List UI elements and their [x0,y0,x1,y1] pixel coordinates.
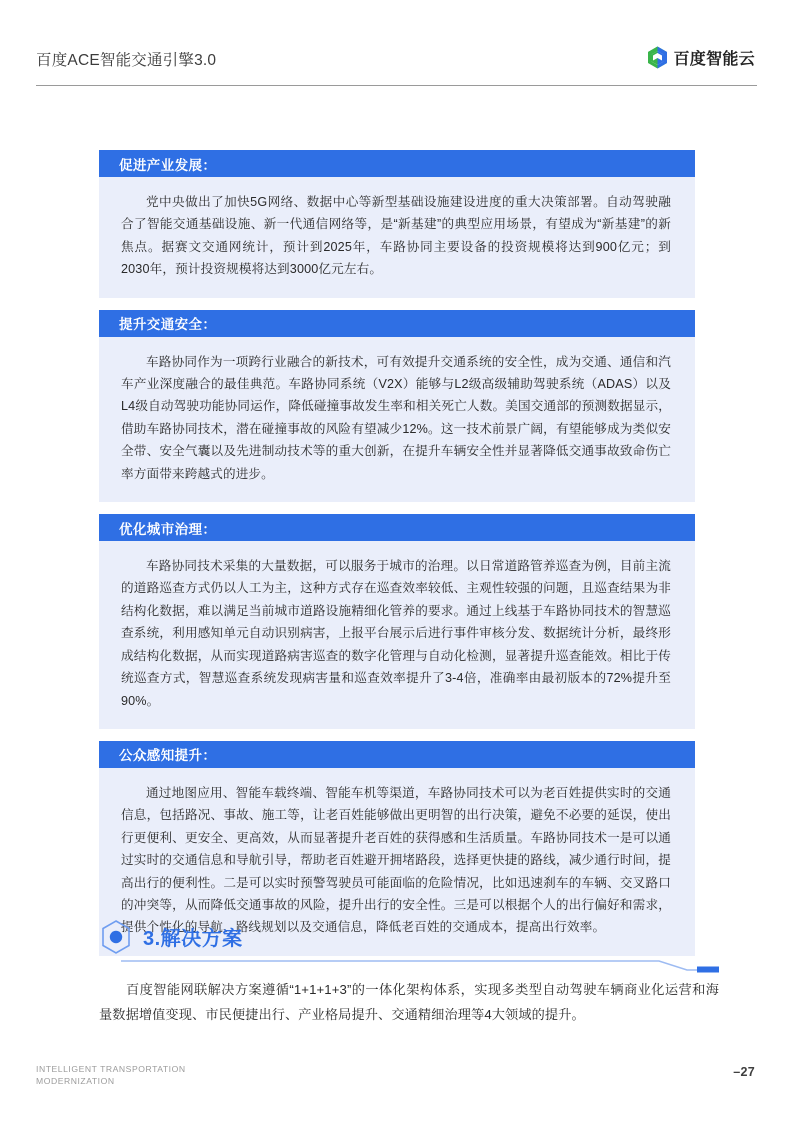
section-paragraph: 百度智能网联解决方案遵循“1+1+1+3”的一体化架构体系，实现多类型自动驾驶车辆商业化运营和海量数据增值变现、市民便捷出行、产业格局提升、交通精细治理等4大领域的提升。 [99,982,719,1022]
page-footer [0,1052,793,1122]
page-number: –27 [733,1065,755,1079]
info-box-body: 党中央做出了加快5G网络、数据中心等新型基础设施建设进度的重大决策部署。自动驾驶融合了智能交通基础设施、新一代通信网络等，是“新基建”的典型应用场景，有望成为“新基建”的新焦点。据赛文交通网统计，预计到2025年，车路协同主要设备的投资规模将达到900亿元；到2030年，预计投资规模将达到3000亿元左右。 [121,195,671,277]
baidu-hexagon-logo-icon [647,46,668,69]
hexagon-dot-icon [99,919,133,955]
info-box-title: 促进产业发展： [119,157,217,173]
page-header [0,0,793,90]
section-heading-row [99,915,719,959]
info-box-title: 优化城市治理： [119,521,217,537]
content-area [99,150,695,968]
info-box-industry-development [99,150,695,298]
brand-logo [647,46,755,69]
info-box-title: 提升交通安全： [119,317,217,333]
info-box-body: 车路协同作为一项跨行业融合的新技术，可有效提升交通系统的安全性，成为交通、通信和汽车产业深度融合的最佳典范。车路协同系统（V2X）能够与L2级高级辅助驾驶系统（ADAS）以及L4级自动驾驶功能协同运作，降低碰撞事故发生率和相关死亡人数。美国交通部的预测数据显示，借助车路协同技术，潜在碰撞事故的风险有望减少12%。这一技术前景广阔，有望能够成为类似安全带、安全气囊以及先进制动技术等的重大创新，在提升车辆安全性并显著降低交通事故致命伤亡率方面带来跨越式的进步。 [121,354,671,481]
header-divider [36,85,757,86]
page-title: 百度ACE智能交通引擎3.0 [36,52,217,69]
info-box-traffic-safety [99,310,695,502]
info-box-header [99,741,695,768]
section-title: 3.解决方案 [143,928,243,950]
footer-brand-line-1: INTELLIGENT TRANSPORTATION [36,1064,186,1074]
section-solutions [99,915,719,1022]
brand-name: 百度智能云 [673,51,755,68]
info-box-body: 通过地图应用、智能车载终端、智能车机等渠道，车路协同技术可以为老百姓提供实时的交通信息，包括路况、事故、施工等，让老百姓能够做出更明智的出行决策，避免不必要的延误，使出行更便利、更安全、更高效，从而显著提升老百姓的获得感和生活质量。车路协同技术一是可以通过实时的交通信息和导航引导，帮助老百姓避开拥堵路段，选择更快捷的路线，减少通行时间，提高出行的便利性。二是可以实时预警驾驶员可能面临的危险情况，比如迅速刹车的车辆、交叉路口的冲突等，从而降低交通事故的风险，提升出行的安全性。三是可以根据个人的出行偏好和需求，提供个性化的导航、路线规划以及交通信息，降低老百姓的交通成本，提高出行效率。 [121,785,671,935]
footer-brand-line-2: MODERNIZATION [36,1075,115,1086]
info-box-city-governance [99,514,695,729]
info-box-title: 公众感知提升： [119,748,217,764]
section-underline-decoration [99,955,719,973]
info-box-header [99,310,695,337]
footer-brand-line [36,1064,186,1087]
info-box-header [99,150,695,177]
info-box-header [99,514,695,541]
info-box-body: 车路协同技术采集的大量数据，可以服务于城市的治理。以日常道路管养巡查为例，目前主流的道路巡查方式仍以人工为主，这种方式存在巡查效率较低、主观性较强的问题，且巡查结果为非结构化数据，难以满足当前城市道路设施精细化管养的要求。通过上线基于车路协同技术的智慧巡查系统，利用感知单元自动识别病害，上报平台展示后进行事件审核分发、数据统计分析，最终形成结构化数据，从而实现道路病害巡查的数字化管理与自动化检测，显著提升巡查能效。相比于传统巡查方式，智慧巡查系统发现病害量和巡查效率提升了3-4倍，准确率由最初版本的72%提升至90%。 [121,559,671,708]
